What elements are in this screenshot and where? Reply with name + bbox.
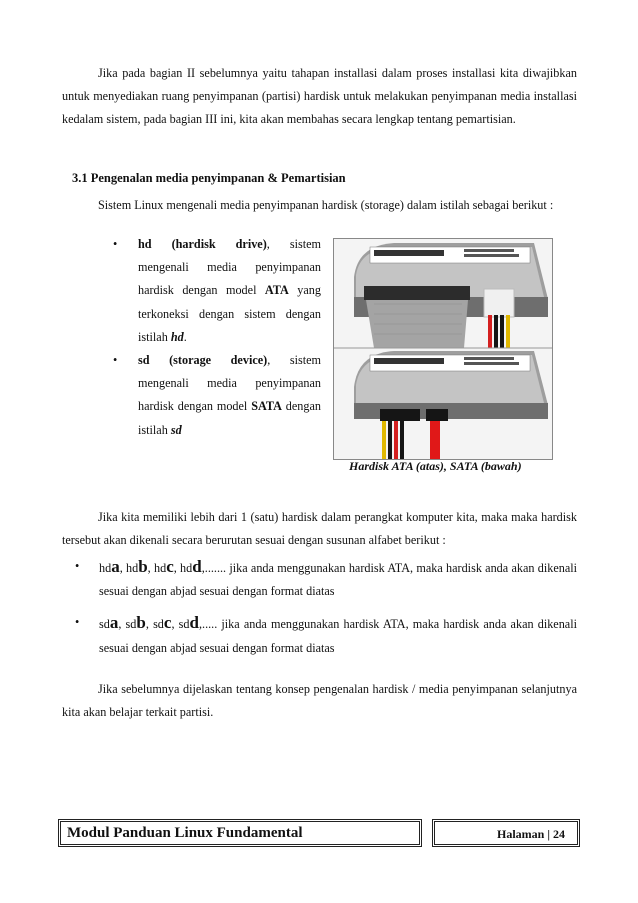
footer-page-number-box [432, 819, 580, 847]
hard-disk-photo [333, 238, 553, 460]
bullet-icon: • [113, 237, 118, 251]
footer-module-title-box [58, 819, 422, 847]
bullet-icon: • [75, 615, 80, 630]
closing-paragraph: Jika sebelumnya dijelaskan tentang konsep pengenalan hardisk / media penyimpanan selanjutnya kita akan belajar terkait partisi. [62, 682, 577, 720]
naming-item-sata: • sda, sdb, sdc, sdd,..... jika anda menggunakan hardisk ATA, maka hardisk anda akan dikenali sesuai dengan abjad sesuai dengan format diatas [75, 613, 577, 655]
definition-list [113, 233, 321, 442]
image-caption: Hardisk ATA (atas), SATA (bawah) [349, 459, 522, 473]
intro-paragraph: Jika pada bagian II sebelumnya yaitu tahapan installasi dalam proses installasi kita diwajibkan untuk menyediakan ruang penyimpanan (partisi) hardisk untuk melakukan penyimpanan media installasi kedalam sistem, pada bagian III ini, kita akan membahas secara lengkap tentang pemartisian. [62, 66, 577, 127]
term-hd: hd (hardisk drive) [138, 237, 267, 251]
hard-disk-illustration [334, 239, 552, 459]
footer-module-title: Modul Panduan Linux Fundamental [67, 825, 303, 841]
naming-list [62, 555, 577, 660]
section-paragraph: Sistem Linux mengenali media penyimpanan hardisk (storage) dalam istilah sebagai berikut : [98, 198, 554, 212]
bullet-icon: • [75, 559, 80, 573]
footer-page-number: Halaman | 24 [497, 827, 565, 841]
definition-hd: • hd (hardisk drive), sistem mengenali media penyimpanan hardisk dengan model ATA yang terkoneksi dengan sistem dengan istilah hd. [113, 233, 321, 349]
multi-disk-paragraph: Jika kita memiliki lebih dari 1 (satu) hardisk dalam perangkat komputer kita, maka maka hardisk tersebut akan dikenali secara berurutan sesuai dengan susunan alfabet berikut : [62, 510, 577, 548]
naming-item-ata: • hda, hdb, hdc, hdd,....... jika anda menggunakan hardisk ATA, maka hardisk anda akan dikenali sesuai dengan abjad sesuai dengan format diatas [75, 557, 578, 599]
definition-sd: • sd (storage device), sistem mengenali media penyimpanan hardisk dengan model SATA dengan istilah sd [113, 349, 321, 442]
section-heading: 3.1 Pengenalan media penyimpanan & Pemartisian [72, 171, 346, 185]
bullet-icon: • [113, 353, 118, 368]
term-sd: sd (storage device) [138, 353, 268, 368]
